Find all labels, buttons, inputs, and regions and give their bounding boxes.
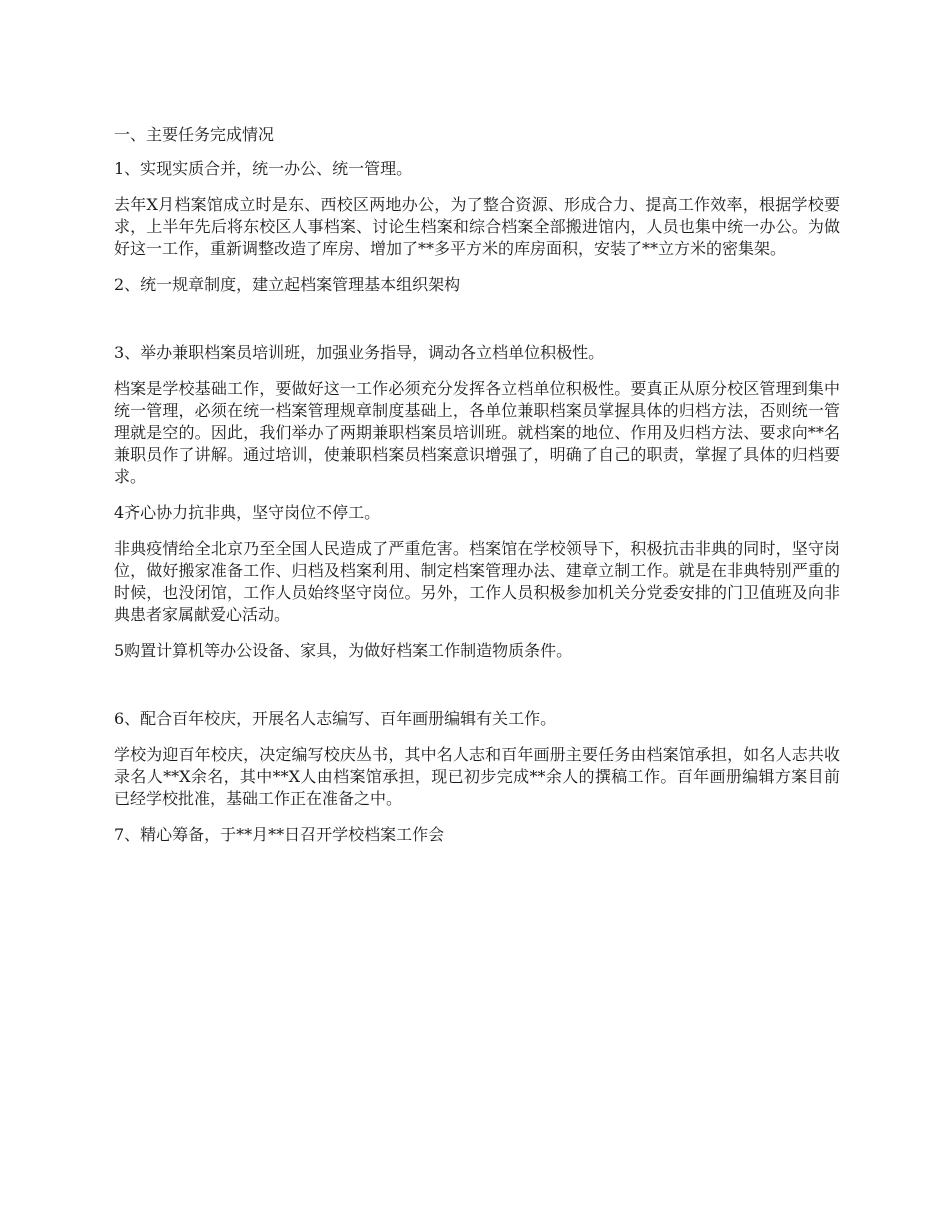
item-3-body: 档案是学校基础工作，要做好这一工作必须充分发挥各立档单位积极性。要真正从原分校区管理到集中统一管理，必须在统一档案管理规章制度基础上，各单位兼职档案员掌握具体的归档方法，否则统一管理就是空的。因此，我们举办了两期兼职档案员培训班。就档案的地位、作用及归档方法、要求向**名兼职员作了讲解。通过培训，使兼职档案员档案意识增强了，明确了自己的职责，掌握了具体的归档要求。 — [114, 379, 840, 486]
item-1-body: 去年X月档案馆成立时是东、西校区两地办公，为了整合资源、形成合力、提高工作效率，根据学校要求，上半年先后将东校区人事档案、讨论生档案和综合档案全部搬进馆内，人员也集中统一办公。为做好这一工作，重新调整改造了库房、增加了**多平方米的库房面积，安装了**立方米的密集架。 — [114, 195, 840, 258]
section-heading: 一、主要任务完成情况 — [114, 125, 275, 144]
item-4-title: 4齐心协力抗非典，坚守岗位不停工。 — [114, 503, 381, 522]
item-6-body: 学校为迎百年校庆，决定编写校庆丛书，其中名人志和百年画册主要任务由档案馆承担，如名人志共收录名人**X余名，其中**X人由档案馆承担，现已初步完成**余人的撰稿工作。百年画册编辑方案目前已经学校批准，基础工作正在准备之中。 — [114, 745, 840, 808]
item-4-body: 非典疫情给全北京乃至全国人民造成了严重危害。档案馆在学校领导下，积极抗击非典的同时，坚守岗位，做好搬家准备工作、归档及档案利用、制定档案管理办法、建章立制工作。就是在非典特别严重的时候，也没闭馆，工作人员始终坚守岗位。另外，工作人员积极参加机关分党委安排的门卫值班及向非典患者家属献爱心活动。 — [114, 539, 840, 624]
item-2-title: 2、统一规章制度，建立起档案管理基本组织架构 — [114, 275, 461, 294]
document-content — [114, 124, 840, 846]
item-5-title: 5购置计算机等办公设备、家具，为做好档案工作制造物质条件。 — [114, 641, 573, 660]
item-3-title: 3、举办兼职档案员培训班，加强业务指导，调动各立档单位积极性。 — [114, 343, 605, 362]
item-6-title: 6、配合百年校庆，开展名人志编写、百年画册编辑有关工作。 — [114, 709, 557, 728]
item-1-title: 1、实现实质合并，统一办公、统一管理。 — [114, 159, 413, 178]
item-7-title: 7、精心筹备，于**月**日召开学校档案工作会 — [114, 825, 445, 844]
